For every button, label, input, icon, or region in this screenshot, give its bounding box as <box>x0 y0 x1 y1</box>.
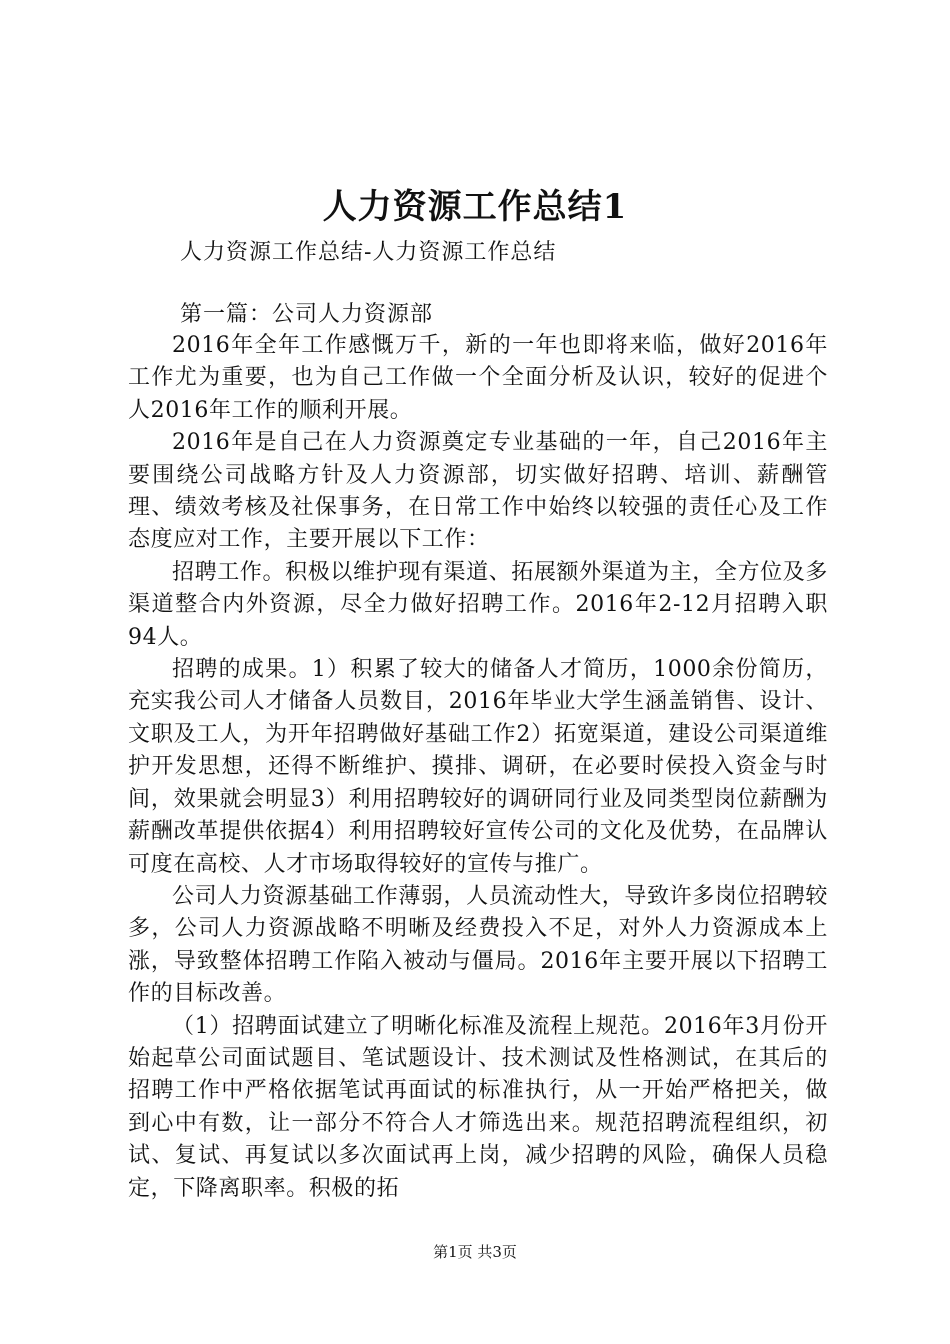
paragraph: （1）招聘面试建立了明晰化标准及流程上规范。2016年3月份开始起草公司面试题目、笔试题设计、技术测试及性格测试，在其后的招聘工作中严格依据笔试再面试的标准执行，从一开始严格把关，做到心中有数，让一部分不符合人才筛选出来。规范招聘流程组织，初试、复试、再复试以多次面试再上岗，减少招聘的风险，确保人员稳定，下降离职率。积极的拓 <box>128 1013 828 1201</box>
document-subtitle: 人力资源工作总结-人力资源工作总结 <box>180 240 557 265</box>
section-heading: 第一篇：公司人力资源部 <box>180 302 434 327</box>
paragraph: 公司人力资源基础工作薄弱，人员流动性大，导致许多岗位招聘较多，公司人力资源战略不明晰及经费投入不足，对外人力资源成本上涨，导致整体招聘工作陷入被动与僵局。2016年主要开展以下招聘工作的目标改善。 <box>128 883 828 1007</box>
document-title: 人力资源工作总结1 <box>322 187 628 227</box>
page-footer: 第1页 共3页 <box>433 1243 517 1261</box>
paragraph: 招聘工作。积极以维护现有渠道、拓展额外渠道为主，全方位及多渠道整合内外资源，尽全力做好招聘工作。2016年2-12月招聘入职94人。 <box>128 559 828 650</box>
document-body <box>128 330 828 1205</box>
paragraph: 2016年是自己在人力资源奠定专业基础的一年，自己2016年主要围绕公司战略方针及人力资源部，切实做好招聘、培训、薪酬管理、绩效考核及社保事务，在日常工作中始终以较强的责任心及工作态度应对工作，主要开展以下工作： <box>128 430 828 553</box>
paragraph: 招聘的成果。1）积累了较大的储备人才简历，1000余份简历，充实我公司人才储备人员数目，2016年毕业大学生涵盖销售、设计、文职及工人，为开年招聘做好基础工作2）拓宽渠道，建设公司渠道维护开发思想，还得不断维护、摸排、调研，在必要时侯投入资金与时间，效果就会明显3）利用招聘较好的调研同行业及同类型岗位薪酬为薪酬改革提供依据4）利用招聘较好宣传公司的文化及优势，在品牌认可度在高校、人才市场取得较好的宣传与推广。 <box>128 657 828 877</box>
paragraph: 2016年全年工作感慨万千，新的一年也即将来临，做好2016年工作尤为重要，也为自己工作做一个全面分析及认识，较好的促进个人2016年工作的顺利开展。 <box>128 333 828 423</box>
